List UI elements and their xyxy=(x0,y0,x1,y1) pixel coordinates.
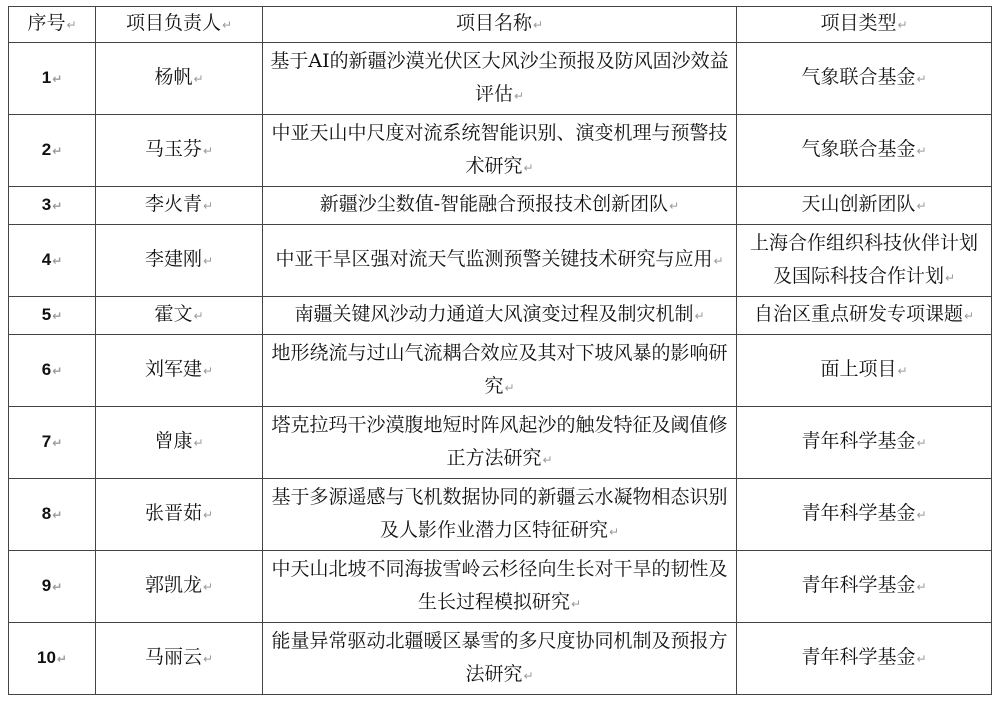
paragraph-mark-icon xyxy=(203,652,213,666)
paragraph-mark-icon xyxy=(52,199,62,213)
header-cell: 序号 ↵ xyxy=(9,7,96,43)
row-number: 7 ↵ xyxy=(9,407,96,479)
paragraph-mark-icon xyxy=(523,161,533,175)
paragraph-mark-icon xyxy=(964,309,974,323)
paragraph-mark-icon xyxy=(52,144,62,158)
table-row xyxy=(9,297,992,335)
paragraph-mark-icon xyxy=(713,254,723,268)
table-row xyxy=(9,43,992,115)
paragraph-mark-icon xyxy=(916,652,926,666)
paragraph-mark-icon xyxy=(523,669,533,683)
project-leader: 张晋茹 ↵ xyxy=(96,479,263,551)
project-leader: 霍文 ↵ xyxy=(96,297,263,335)
project-type: 青年科学基金 ↵ xyxy=(737,623,992,695)
table-row xyxy=(9,407,992,479)
row-number: 10 ↵ xyxy=(9,623,96,695)
paragraph-mark-icon xyxy=(203,580,213,594)
header-cell: 项目负责人 ↵ xyxy=(96,7,263,43)
project-type: 气象联合基金 ↵ xyxy=(737,43,992,115)
paragraph-mark-icon xyxy=(669,199,679,213)
project-leader: 马丽云 ↵ xyxy=(96,623,263,695)
project-type: 青年科学基金 ↵ xyxy=(737,407,992,479)
paragraph-mark-icon xyxy=(694,309,704,323)
paragraph-mark-icon xyxy=(203,508,213,522)
project-name: 新疆沙尘数值-智能融合预报技术创新团队 ↵ xyxy=(263,187,737,225)
paragraph-mark-icon xyxy=(52,364,62,378)
paragraph-mark-icon xyxy=(203,254,213,268)
project-name: 地形绕流与过山气流耦合效应及其对下坡风暴的影响研究 ↵ xyxy=(263,335,737,407)
project-type: 上海合作组织科技伙伴计划及国际科技合作计划 ↵ xyxy=(737,225,992,297)
paragraph-mark-icon xyxy=(609,525,619,539)
row-number: 9 ↵ xyxy=(9,551,96,623)
project-name: 南疆关键风沙动力通道大风演变过程及制灾机制 ↵ xyxy=(263,297,737,335)
table-row xyxy=(9,479,992,551)
paragraph-mark-icon xyxy=(897,18,907,32)
row-number: 2 ↵ xyxy=(9,115,96,187)
paragraph-mark-icon xyxy=(203,364,213,378)
project-type: 面上项目 ↵ xyxy=(737,335,992,407)
paragraph-mark-icon xyxy=(533,18,543,32)
project-leader: 郭凯龙 ↵ xyxy=(96,551,263,623)
paragraph-mark-icon xyxy=(203,144,213,158)
project-type: 天山创新团队 ↵ xyxy=(737,187,992,225)
project-name: 中亚天山中尺度对流系统智能识别、演变机理与预警技术研究 ↵ xyxy=(263,115,737,187)
paragraph-mark-icon xyxy=(193,436,203,450)
paragraph-mark-icon xyxy=(916,72,926,86)
project-name: 中天山北坡不同海拔雪岭云杉径向生长对干旱的韧性及生长过程模拟研究 ↵ xyxy=(263,551,737,623)
project-type: 气象联合基金 ↵ xyxy=(737,115,992,187)
paragraph-mark-icon xyxy=(542,453,552,467)
project-name: 中亚干旱区强对流天气监测预警关键技术研究与应用 ↵ xyxy=(263,225,737,297)
paragraph-mark-icon xyxy=(916,199,926,213)
project-leader: 李建刚 ↵ xyxy=(96,225,263,297)
paragraph-mark-icon xyxy=(571,597,581,611)
paragraph-mark-icon xyxy=(52,254,62,268)
project-leader: 刘军建 ↵ xyxy=(96,335,263,407)
project-leader: 杨帆 ↵ xyxy=(96,43,263,115)
paragraph-mark-icon xyxy=(203,199,213,213)
paragraph-mark-icon xyxy=(222,18,232,32)
table-row xyxy=(9,115,992,187)
row-number: 1 ↵ xyxy=(9,43,96,115)
header-cell: 项目名称 ↵ xyxy=(263,7,737,43)
paragraph-mark-icon xyxy=(897,364,907,378)
paragraph-mark-icon xyxy=(52,436,62,450)
paragraph-mark-icon xyxy=(193,309,203,323)
project-name: 能量异常驱动北疆暖区暴雪的多尺度协同机制及预报方法研究 ↵ xyxy=(263,623,737,695)
project-leader: 李火青 ↵ xyxy=(96,187,263,225)
paragraph-mark-icon xyxy=(916,144,926,158)
paragraph-mark-icon xyxy=(916,436,926,450)
table-row xyxy=(9,225,992,297)
project-type: 青年科学基金 ↵ xyxy=(737,551,992,623)
paragraph-mark-icon xyxy=(916,508,926,522)
paragraph-mark-icon xyxy=(916,580,926,594)
header-cell: 项目类型 ↵ xyxy=(737,7,992,43)
project-leader: 曾康 ↵ xyxy=(96,407,263,479)
paragraph-mark-icon xyxy=(945,271,955,285)
project-table xyxy=(8,6,992,695)
project-type: 自治区重点研发专项课题 ↵ xyxy=(737,297,992,335)
project-leader: 马玉芬 ↵ xyxy=(96,115,263,187)
project-name: 基于AI的新疆沙漠光伏区大风沙尘预报及防风固沙效益评估 ↵ xyxy=(263,43,737,115)
table-row xyxy=(9,187,992,225)
table-header-row xyxy=(9,7,992,43)
table-row xyxy=(9,551,992,623)
paragraph-mark-icon xyxy=(52,72,62,86)
paragraph-mark-icon xyxy=(504,381,514,395)
paragraph-mark-icon xyxy=(57,652,67,666)
table-row xyxy=(9,335,992,407)
paragraph-mark-icon xyxy=(52,580,62,594)
row-number: 8 ↵ xyxy=(9,479,96,551)
row-number: 4 ↵ xyxy=(9,225,96,297)
paragraph-mark-icon xyxy=(514,89,524,103)
row-number: 3 ↵ xyxy=(9,187,96,225)
row-number: 6 ↵ xyxy=(9,335,96,407)
paragraph-mark-icon xyxy=(193,72,203,86)
project-name: 基于多源遥感与飞机数据协同的新疆云水凝物相态识别及人影作业潜力区特征研究 ↵ xyxy=(263,479,737,551)
paragraph-mark-icon xyxy=(52,309,62,323)
row-number: 5 ↵ xyxy=(9,297,96,335)
paragraph-mark-icon xyxy=(66,18,76,32)
project-name: 塔克拉玛干沙漠腹地短时阵风起沙的触发特征及阈值修正方法研究 ↵ xyxy=(263,407,737,479)
table-row xyxy=(9,623,992,695)
paragraph-mark-icon xyxy=(52,508,62,522)
project-type: 青年科学基金 ↵ xyxy=(737,479,992,551)
